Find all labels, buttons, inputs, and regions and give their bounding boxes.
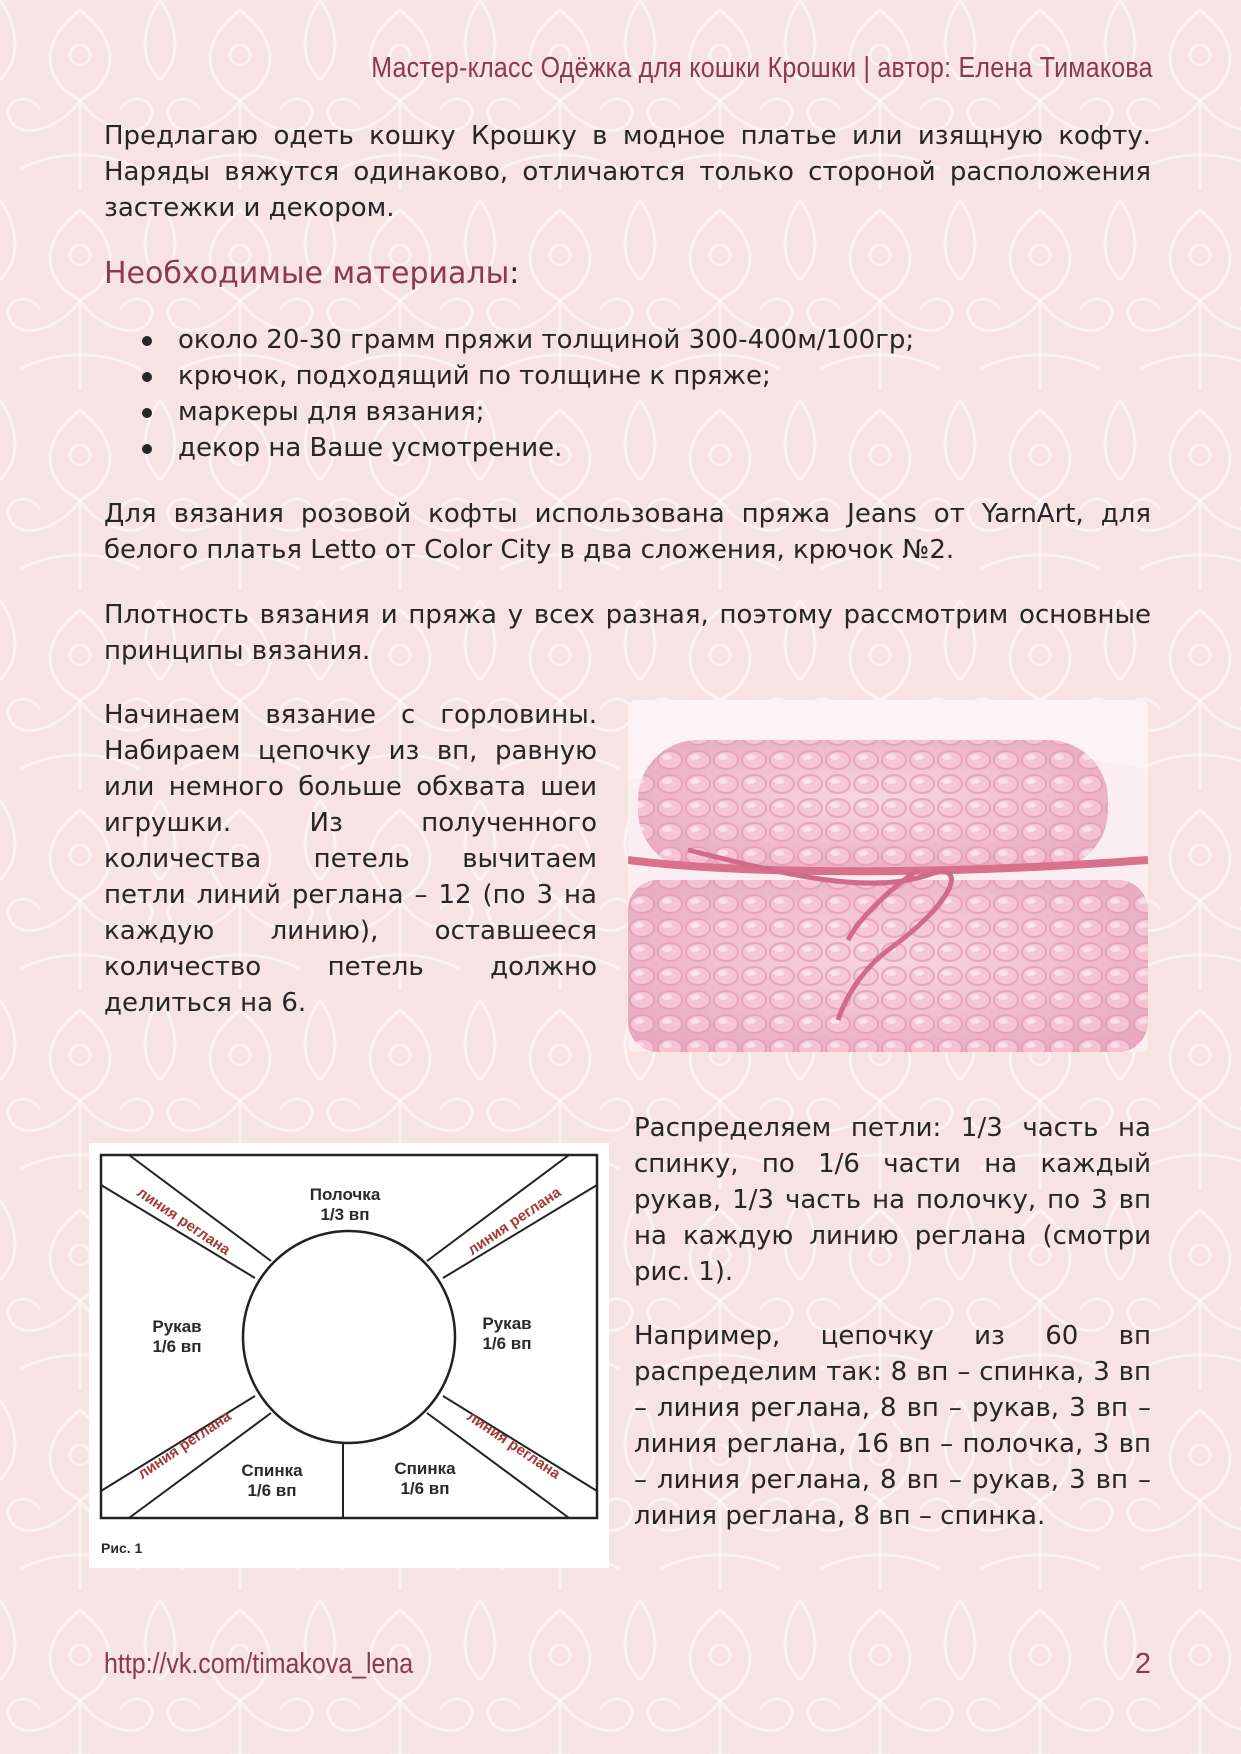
- right-sleeve-label: Рукав: [482, 1314, 532, 1333]
- example-paragraph: Например, цепочку из 60 вп распределим так: 8 вп – спинка, 3 вп – линия реглана, 8 вп – рукав, 3 вп – линия реглана, 16 вп – полочка, 3 вп – линия реглана, 8 вп – рукав, 3 вп – линия реглана, 8 вп – спинка.: [634, 1321, 1151, 1531]
- yarn-paragraph: Для вязания розовой кофты использована пряжа Jeans от YarnArt, для белого платья Letto от Color City в два сложения, крючок №2.: [104, 499, 1151, 565]
- page-number: 2: [1134, 1648, 1151, 1680]
- start-paragraph: Начинаем вязание с горловины. Набираем цепочку из вп, равную или немного больше обхвата шеи игрушки. Из полученного количества петель вычитаем петли линий реглана – 12 (по 3 на каждую линию), оставшееся количество петель должно делиться на 6.: [104, 700, 597, 1018]
- materials-heading-colon: :: [509, 256, 520, 291]
- list-item: декор на Ваше усмотрение.: [130, 430, 1150, 466]
- materials-heading-text: Необходимые материалы: [104, 256, 510, 291]
- left-back-part: 1/6 вп: [247, 1481, 297, 1500]
- left-back-label: Спинка: [241, 1461, 303, 1480]
- diagram-caption: Рис. 1: [101, 1540, 143, 1556]
- materials-list: [130, 322, 1150, 466]
- density-paragraph: Плотность вязания и пряжа у всех разная, поэтому рассмотрим основные принципы вязания.: [104, 600, 1151, 666]
- photo-illustration: [628, 700, 1148, 1052]
- raglan-label-bottom-left: линия реглана: [134, 1407, 235, 1483]
- list-item: маркеры для вязания;: [130, 394, 1150, 430]
- list-item: около 20-30 грамм пряжи толщиной 300-400м/100гр;: [130, 322, 1150, 358]
- page-header: Мастер-класс Одёжка для кошки Крошки | автор: Елена Тимакова: [371, 52, 1153, 84]
- knitted-neckline-photo: [628, 700, 1148, 1052]
- raglan-label-top-left: линия реглана: [133, 1183, 234, 1259]
- left-sleeve-label: Рукав: [152, 1317, 202, 1336]
- right-sleeve-part: 1/6 вп: [482, 1334, 532, 1353]
- raglan-label-bottom-right: линия реглана: [463, 1407, 564, 1483]
- front-part: 1/3 вп: [320, 1205, 370, 1224]
- right-back-label: Спинка: [394, 1459, 456, 1478]
- front-label: Полочка: [309, 1185, 381, 1204]
- right-back-part: 1/6 вп: [400, 1479, 450, 1498]
- list-item: крючок, подходящий по толщине к пряже;: [130, 358, 1150, 394]
- raglan-diagram: [89, 1143, 609, 1568]
- intro-paragraph: Предлагаю одеть кошку Крошку в модное платье или изящную кофту. Наряды вяжутся одинаково, отличаются только стороной расположения застежки и декором.: [104, 121, 1151, 223]
- footer-link[interactable]: http://vk.com/timakova_lena: [104, 1648, 414, 1680]
- raglan-diagram-drawing: [89, 1143, 609, 1568]
- distribution-paragraph: Распределяем петли: 1/3 часть на спинку, по 1/6 части на каждый рукав, 1/3 часть на полочку, по 3 вп на каждую линию реглана (смотри рис. 1).: [634, 1113, 1151, 1287]
- left-sleeve-part: 1/6 вп: [152, 1337, 202, 1356]
- materials-heading: [104, 256, 519, 291]
- raglan-label-top-right: линия реглана: [464, 1183, 565, 1259]
